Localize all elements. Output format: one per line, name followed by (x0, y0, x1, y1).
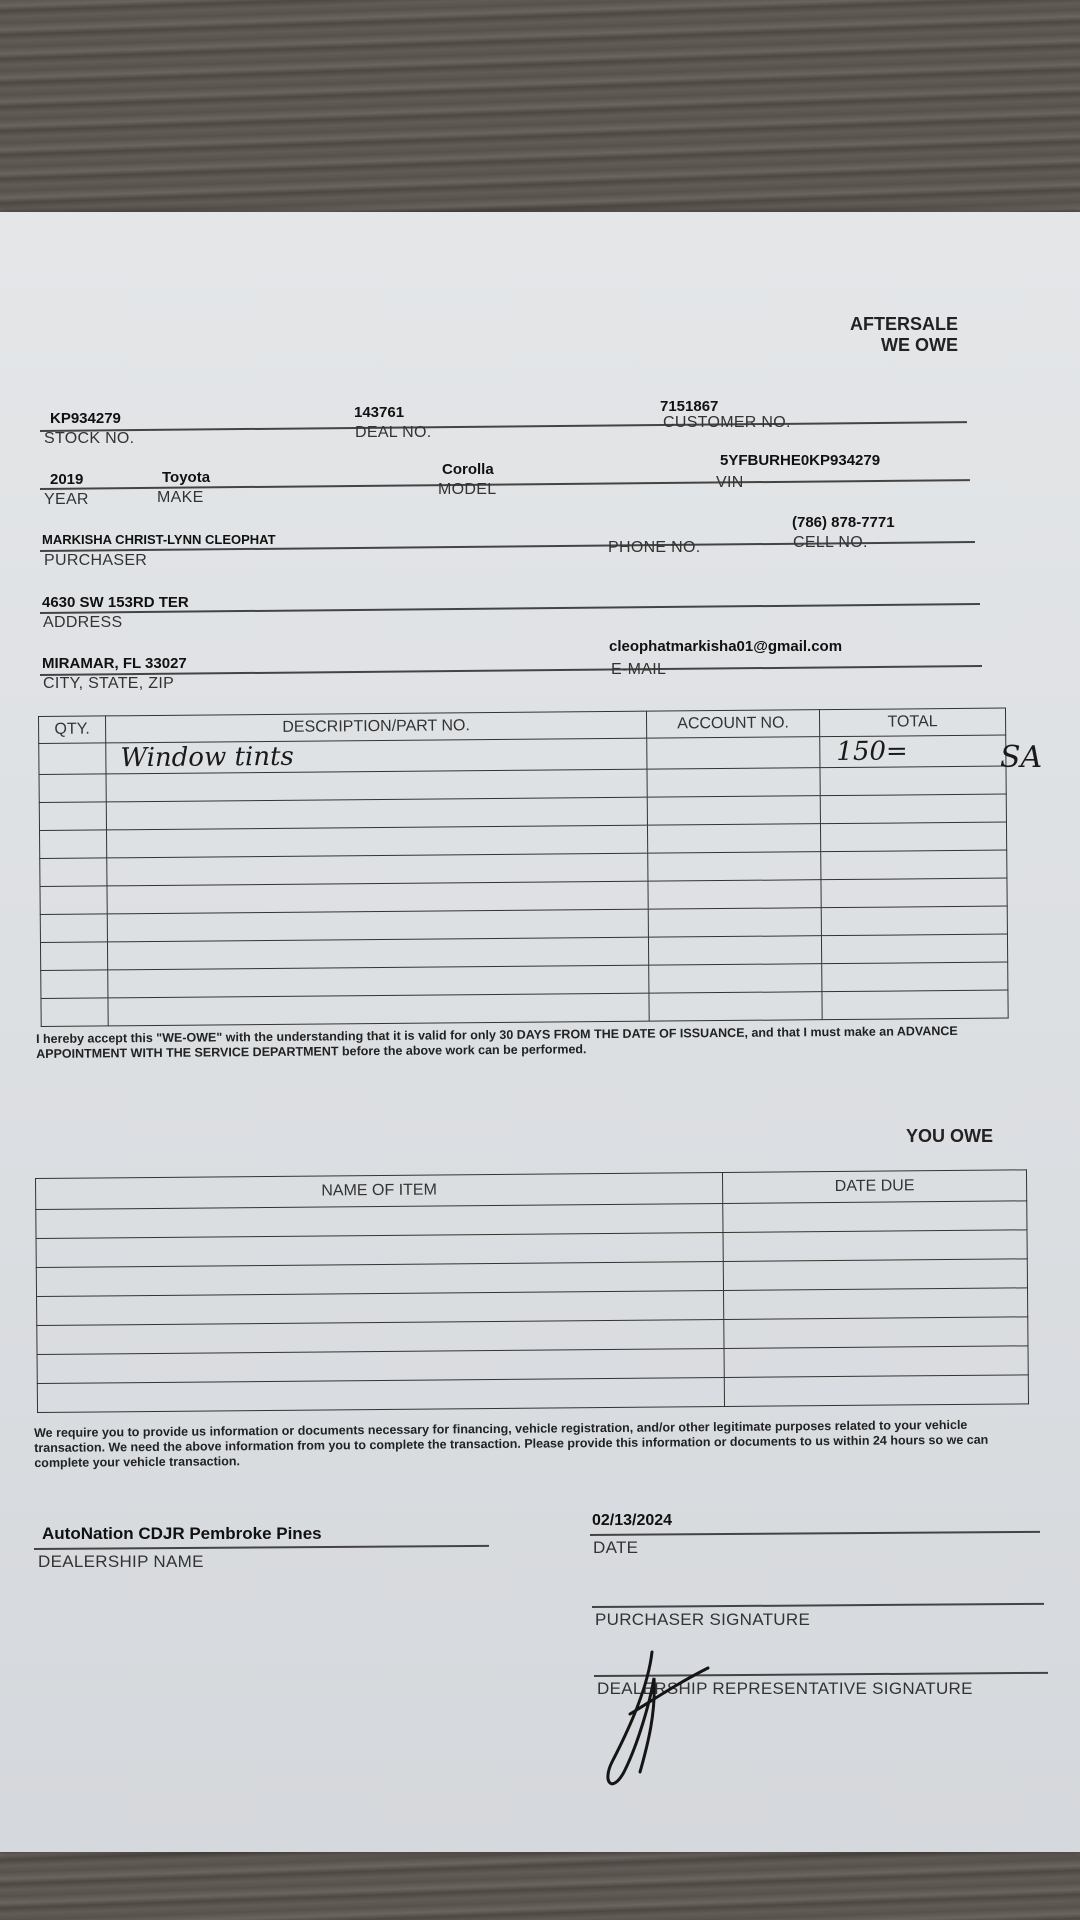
dealership-label: DEALERSHIP NAME (38, 1552, 204, 1571)
row1-description: Window tints (106, 738, 647, 774)
stock-no-label: STOCK NO. (44, 430, 135, 447)
date-label: DATE (593, 1538, 639, 1557)
make-value: Toyota (162, 469, 211, 486)
purchaser-signature-label: PURCHASER SIGNATURE (595, 1610, 811, 1629)
we-owe-table (38, 708, 1009, 1027)
address-label: ADDRESS (43, 614, 123, 631)
make-label: MAKE (157, 489, 204, 506)
address-value: 4630 SW 153RD TER (42, 594, 189, 611)
customer-no-value: 7151867 (660, 398, 719, 415)
col-qty: QTY. (39, 716, 106, 744)
col-name-of-item: NAME OF ITEM (36, 1173, 723, 1210)
deal-no-value: 143761 (354, 404, 405, 421)
city-label: CITY, STATE, ZIP (43, 675, 175, 692)
handwritten-initials: SA (1000, 740, 1043, 775)
form-title (838, 314, 958, 356)
purchaser-signature-line (592, 1603, 1044, 1608)
year-label: YEAR (44, 491, 89, 508)
you-owe-table (35, 1169, 1029, 1413)
purchaser-label: PURCHASER (44, 552, 148, 569)
you-owe-title: YOU OWE (906, 1126, 994, 1146)
form-paper (0, 212, 1080, 1852)
col-date-due: DATE DUE (722, 1170, 1026, 1204)
row1-underline (40, 421, 967, 431)
col-description: DESCRIPTION/PART NO. (106, 711, 647, 743)
title-aftersale: AFTERSALE (850, 314, 958, 334)
year-value: 2019 (50, 471, 84, 488)
dealership-value: AutoNation CDJR Pembroke Pines (42, 1524, 322, 1543)
you-owe-note: We require you to provide us information or documents necessary for financing, vehicle registration, and/or other legitimate purposes related to your vehicle transaction. We need the above information from you to complete the transaction. Please provide this information or documents to us within 24 hours so we can complete your vehicle transaction. (34, 1417, 989, 1470)
model-value: Corolla (442, 461, 494, 478)
purchaser-value: MARKISHA CHRIST-LYNN CLEOPHAT (42, 532, 276, 547)
date-underline (590, 1531, 1040, 1536)
email-label: E-MAIL (611, 661, 667, 678)
title-we-owe: WE OWE (881, 335, 958, 355)
model-label: MODEL (438, 481, 497, 498)
date-value: 02/13/2024 (592, 1512, 673, 1529)
handwritten-signature (590, 1632, 720, 1802)
we-owe-note: I hereby accept this "WE-OWE" with the understanding that it is valid for only 30 DAYS FROM THE DATE OF ISSUANCE, and that I must make an ADVANCE APPOINTMENT WITH THE SERVICE DEPARTMENT before the above work can be performed. (36, 1023, 958, 1061)
rep-signature-label: DEALERSHIP REPRESENTATIVE SIGNATURE (597, 1679, 973, 1698)
dealership-underline (34, 1545, 489, 1550)
email-value: cleophatmarkisha01@gmail.com (609, 638, 843, 655)
vin-value: 5YFBURHE0KP934279 (720, 452, 881, 469)
stock-no-value: KP934279 (50, 410, 121, 427)
row1-total: 150= (820, 735, 1006, 768)
city-value: MIRAMAR, FL 33027 (42, 655, 187, 672)
col-account: ACCOUNT NO. (646, 710, 819, 739)
cell-label: CELL NO. (793, 534, 868, 551)
cell-value: (786) 878-7771 (792, 514, 895, 531)
customer-no-label: CUSTOMER NO. (663, 414, 791, 431)
phone-label: PHONE NO. (608, 539, 701, 556)
col-total: TOTAL (819, 708, 1005, 737)
vin-label: VIN (716, 474, 744, 491)
deal-no-label: DEAL NO. (355, 424, 432, 441)
